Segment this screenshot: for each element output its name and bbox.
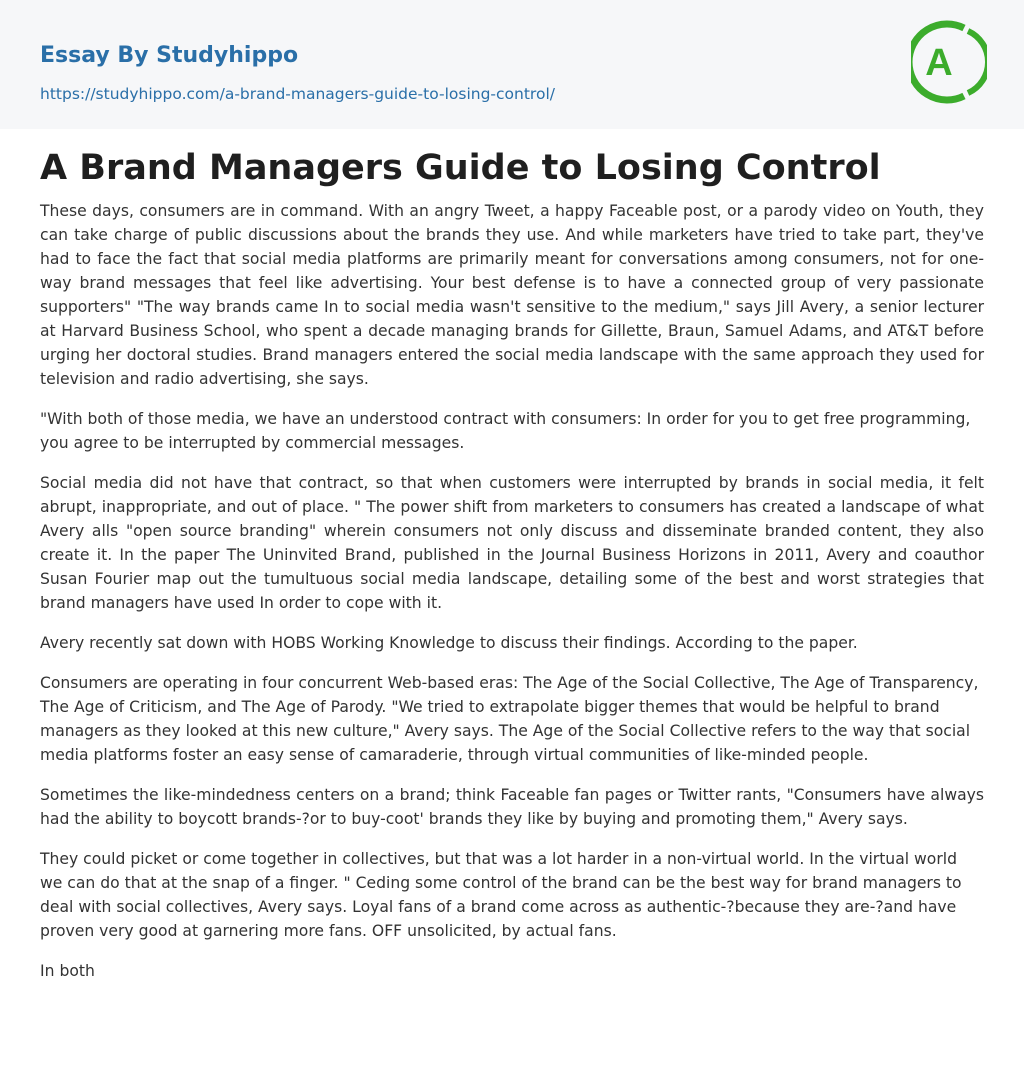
article-paragraph: Social media did not have that contract, so that when customers were interrupted by brands in social media, it felt abrupt, inappropriate, and out of place. " The power shift from marketers to consumers has created a landscape of what Avery alls "open source branding" wherein consumers not only discuss and disseminate branded content, they also create it. In the paper The Uninvited Brand, published in the Journal Business Horizons in 2011, Avery and coauthor Susan Fourier map out the tumultuous social media landscape, detailing some of the best and worst strategies that brand managers have used In order to cope with it. — [40, 474, 984, 612]
article-paragraph: In both — [40, 962, 95, 980]
article-paragraph: Consumers are operating in four concurrent Web-based eras: The Age of the Social Collective, The Age of Transparency, The Age of Criticism, and The Age of Parody. "We tried to extrapolate bigger themes that would be helpful to brand managers as they looked at this new culture," Avery says. The Age of the Social Collective refers to the way that social media platforms foster an easy sense of camaraderie, through virtual communities of like-minded people. — [40, 674, 979, 764]
article-paragraph: Avery recently sat down with HOBS Working Knowledge to discuss their findings. According to the paper. — [40, 634, 858, 652]
article-paragraph: They could picket or come together in collectives, but that was a lot harder in a non-virtual world. In the virtual world we can do that at the snap of a finger. " Ceding some control of the brand can be the best way for brand managers to deal with social collectives, Avery says. Loyal fans of a brand come across as authentic-?because they are-?and have proven very good at garnering more fans. OFF unsolicited, by actual fans. — [40, 850, 962, 940]
article-paragraph: These days, consumers are in command. With an angry Tweet, a happy Faceable post, or a parody video on Youth, they can take charge of public discussions about the brands they use. And while marketers have tried to take part, they've had to face the fact that social media platforms are primarily meant for conversations among consumers, not for one-way brand messages that feel like advertising. Your best defense is to have a connected group of very passionate supporters" "The way brands came In to social media wasn't sensitive to the medium," says Jill Avery, a senior lecturer at Harvard Business School, who spent a decade managing brands for Gillette, Braun, Samuel Adams, and AT&T before urging her doctoral studies. Brand managers entered the social media landscape with the same approach they used for television and radio advertising, she says. — [40, 202, 984, 388]
logo-letter: A — [925, 42, 953, 84]
source-url-link[interactable]: https://studyhippo.com/a-brand-managers-guide-to-losing-control/ — [40, 85, 555, 103]
site-title[interactable]: Essay By Studyhippo — [40, 43, 299, 68]
page-title: A Brand Managers Guide to Losing Control — [40, 148, 881, 188]
article-paragraph: "With both of those media, we have an understood contract with consumers: In order for you to get free programming, you agree to be interrupted by commercial messages. — [40, 410, 971, 452]
article-body — [40, 199, 984, 983]
article-paragraph: Sometimes the like-mindedness centers on a brand; think Faceable fan pages or Twitter rants, "Consumers have always had the ability to boycott brands-?or to buy-coot' brands they like by buying and promoting them," Avery says. — [40, 786, 984, 828]
